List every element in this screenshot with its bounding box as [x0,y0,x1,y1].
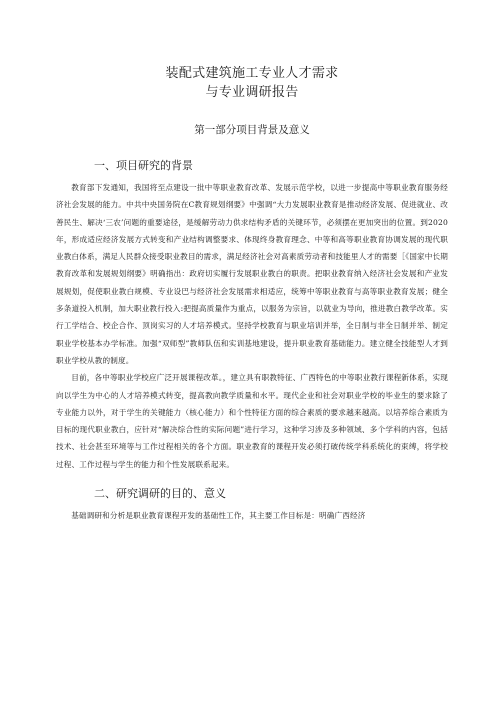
part-title: 第一部分项目背景及意义 [194,124,310,136]
document-title [56,0,448,102]
section-2-heading: 二、研究调研的目的、意义 [94,487,226,501]
section-2-paragraph-1: 基础调研和分析是职业教育课程开发的基础性工作，其主要工作目标是：明确广西经济 [71,511,366,521]
section-1-heading: 一、项目研究的背景 [94,159,193,172]
title-line-1: 装配式建筑施工专业人才需求 [165,66,339,81]
title-line-2: 与专业调研报告 [205,85,299,100]
section-1-paragraph-1: 教育部下发通知，我国将至点建设一批中等职业教育改革、发展示范学校，以进一步提高中等职业教育服务经济社会发展的能力。中共中央国务院在C教育规划纲要》中强调“大力发展职业教育是推动经济发展、促进就业、改善民生、解决‘三农’问题的重要途径，是缓解劳动力供求结构矛盾的关键环节，必须摆在更加突出的位置。到2020年，形成适应经济发展方式转变和产业结构调整要求、体现终身教育理念、中等和高等职业教育协调发展的现代职业教白体系，满足人民群众接受职业教目的需求，满足经济社会对高素质劳动者和技能里人才的需要［《国家中长期教育改革和发展规划纲要》明确指出：政府切实履行发展职业教白的职责。把职业教育纳入经济社会发展和产业发展规划，促使职业教白规模、专业设巴与经济社会发展需求相适应，统筹中等职业教育与高等职业教育发展；健全多条道投入机制，加大职业教行投入:把提高质量作为重点，以服务为宗旨，以就业为导向，推进教白教学改革。实行工学结合、校企合作、顶岗实习的人才培养模式。坚持学校教育与职业培训并举，全日制与非全日制并举、制定职业学校基本办学标准。加强“双师型”教师队伍和实训基地建设，提升职业教育基础能力。建立健全技能型人才到职业学校从教的制度。 [56,183,448,365]
section-1-paragraph-2: 目前，各中等职业学校应广泛开展课程改革。，建立具有职教特征、广西特色的中等职业教行课程新体系，实现向以学生为中心的人才培养模式转变，提高教向教学质量和水平。现代企业和社会对职业学校的毕业生的要求除了专业能力以外，对于学生的关键能力（核心能力）和个性特征方面的综合素质的要求越来越高。以培养综合素质为目标的现代职业教白，应针对“解决综合性的实际问题”进行学习，这种学习涉及多种领域、多个学科的内容，包括技术、社会甚至环境等与工作过程相关的各个方面。职业教育的课程开发必须打破传统学科系统化的束缚，将学校过程、工作过程与学生的能力和个性发展联系起来。 [56,373,448,469]
